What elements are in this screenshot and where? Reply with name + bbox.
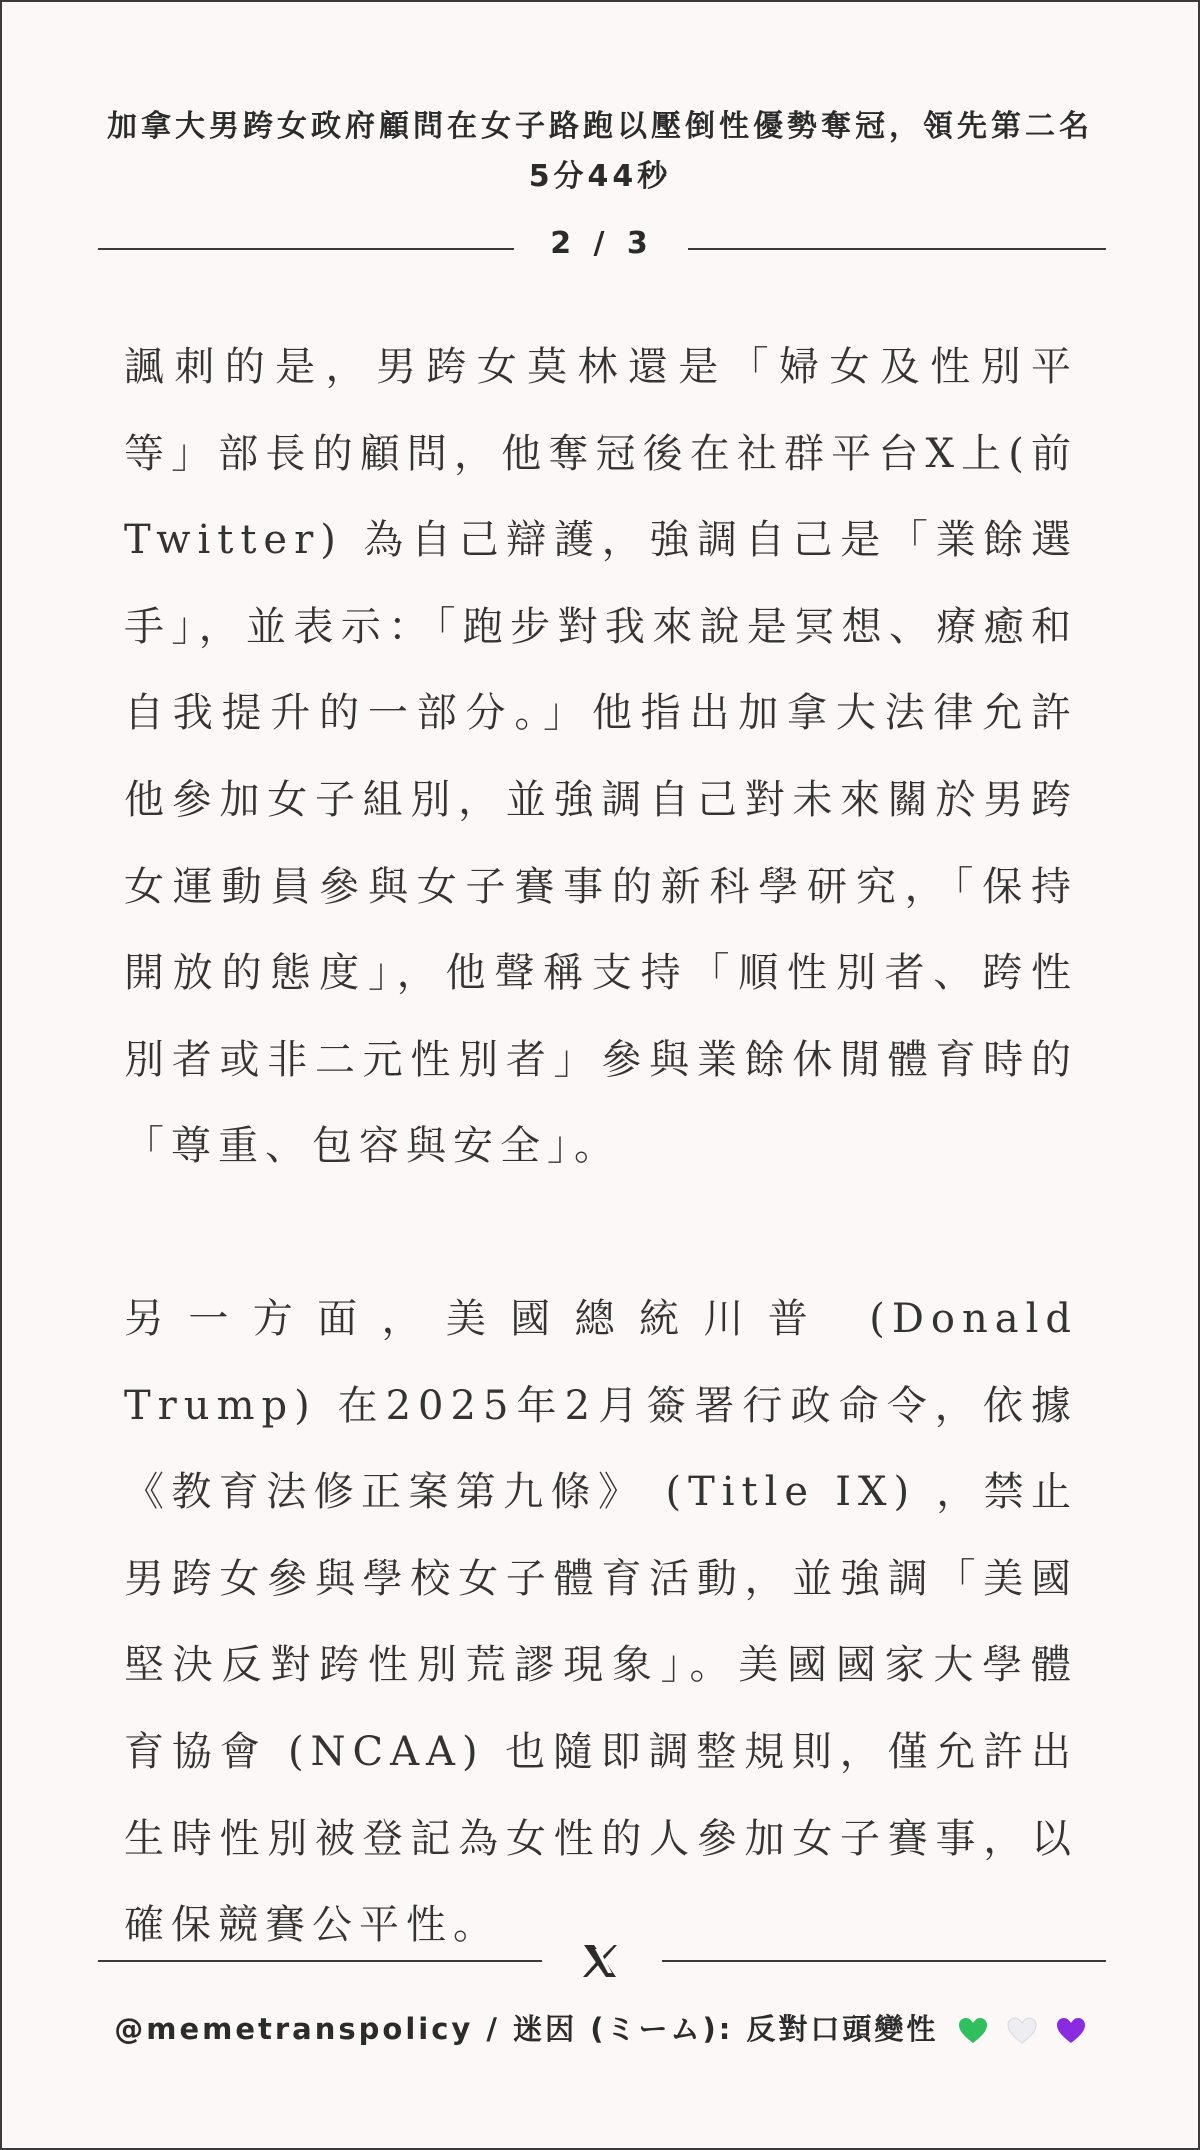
post-title: 加拿大男跨女政府顧問在女子路跑以壓倒性優勢奪冠，領先第二名5分44秒 [107,109,1093,194]
footer-divider-right [662,1960,1106,1962]
article-paragraph: 另一方面，美國總統川普 (Donald Trump) 在2025年2月簽署行政命令，依據《教育法修正案第九條》 (Title IX) ，禁止男跨女參與學校女子體育活動，並強調「美國堅決反對跨性別荒謬現象」。美國國家大學體育協會 (NCAA) 也隨即調整規則，僅允許出生時性別被登記為女性的人參加女子賽事，以確保競賽公平性。 [124,1295,1078,1949]
account-handle[interactable]: @memetranspolicy / 迷因 (ミーム): 反對口頭變性 [114,2012,939,2046]
green-heart-icon [958,2017,988,2045]
article-body [124,324,1078,2055]
page-indicator: 2 / 3 [550,226,654,261]
x-logo-icon[interactable] [580,1941,620,1981]
article-paragraph: 諷刺的是，男跨女莫林還是「婦女及性別平等」部長的顧問，他奪冠後在社群平台X上(前Twitter) 為自己辯護，強調自己是「業餘選手」，並表示：「跑步對我來說是冥想、療癒和自我提升的一部分。」他指出加拿大法律允許他參加女子組別，並強調自己對未來關於男跨女運動員參與女子賽事的新科學研究，「保持開放的態度」，他聲稱支持「順性別者、跨性別者或非二元性別者」參與業餘休閒體育時的「尊重、包容與安全」。 [124,344,1078,1170]
purple-heart-icon [1056,2017,1086,2045]
white-heart-icon [1007,2017,1037,2045]
footer-divider-left [98,1960,542,1962]
footer-credit [62,2007,1138,2048]
header-divider-right [688,248,1106,250]
header-divider-left [98,248,514,250]
